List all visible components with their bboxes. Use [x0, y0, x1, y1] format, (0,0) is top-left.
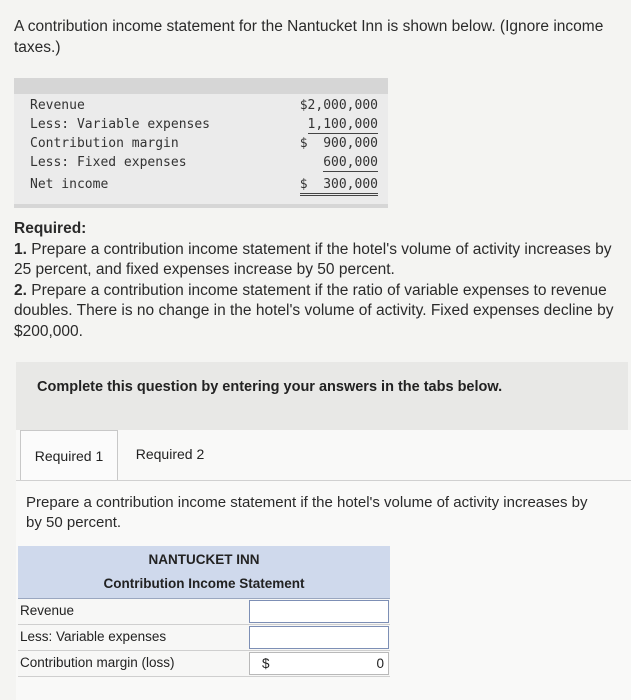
- income-statement: [14, 78, 388, 208]
- contribution-margin-amount: 0: [376, 656, 384, 671]
- prepare-line-2: by 50 percent.: [26, 514, 122, 531]
- instruction-banner: [16, 362, 628, 430]
- statement-label-revenue: Revenue: [30, 98, 85, 113]
- required-item-2-text: Prepare a contribution income statement if the ratio of variable expenses to revenue doubles. There is no change in the hotel's volume of activity. Fixed expenses decline by $200,000.: [14, 281, 614, 340]
- table-row: [18, 599, 390, 625]
- statement-value-contribution-margin: $ 900,000: [299, 136, 378, 151]
- statement-bottom-bar: [14, 204, 388, 208]
- variable-expenses-input[interactable]: [249, 626, 389, 649]
- statement-value-fixed-expenses: 600,000: [323, 155, 378, 170]
- answer-table-header: [18, 546, 390, 599]
- table-row: [18, 625, 390, 651]
- statement-label-contribution-margin: Contribution margin: [30, 136, 179, 151]
- required-item-1-text: Prepare a contribution income statement if the hotel's volume of activity increases by 25 percent, and fixed expenses increase by 50 percent.: [14, 240, 612, 278]
- prepare-instruction: [26, 493, 631, 533]
- required-section: [14, 219, 619, 342]
- instruction-text: Complete this question by entering your answers in the tabs below.: [37, 379, 503, 395]
- dollar-sign: $: [262, 656, 270, 671]
- tab-required-1[interactable]: Required 1: [20, 430, 118, 481]
- contribution-margin-value: [249, 652, 389, 675]
- answer-table-title: NANTUCKET INN: [148, 552, 260, 567]
- row-label-contribution-margin: Contribution margin (loss): [20, 655, 175, 670]
- statement-top-bar: [14, 78, 388, 94]
- required-heading: Required:: [14, 220, 87, 237]
- statement-value-variable-expenses: 1,100,000: [307, 117, 378, 132]
- table-row: [18, 651, 390, 677]
- tab-required-2[interactable]: Required 2: [135, 446, 205, 462]
- required-item-1-number: 1.: [14, 240, 27, 258]
- row-label-variable-expenses: Less: Variable expenses: [20, 629, 167, 644]
- statement-label-fixed-expenses: Less: Fixed expenses: [30, 155, 187, 170]
- required-item-2-number: 2.: [14, 281, 27, 299]
- required-item-1: [14, 240, 619, 281]
- statement-value-net-income: $ 300,000: [300, 177, 378, 196]
- statement-value-revenue: $2,000,000: [299, 98, 378, 113]
- tab-divider: [16, 480, 631, 481]
- intro-text: A contribution income statement for the Nantucket Inn is shown below. (Ignore income taxes.): [14, 18, 604, 56]
- row-label-revenue: Revenue: [20, 603, 75, 618]
- answer-table-subtitle: Contribution Income Statement: [103, 576, 305, 591]
- required-item-2: [14, 281, 619, 343]
- revenue-input[interactable]: [249, 600, 389, 623]
- statement-label-variable-expenses: Less: Variable expenses: [30, 117, 211, 132]
- prepare-line-1: Prepare a contribution income statement if the hotel's volume of activity increases by: [26, 494, 588, 511]
- answer-table: [18, 546, 390, 677]
- statement-label-net-income: Net income: [30, 177, 109, 192]
